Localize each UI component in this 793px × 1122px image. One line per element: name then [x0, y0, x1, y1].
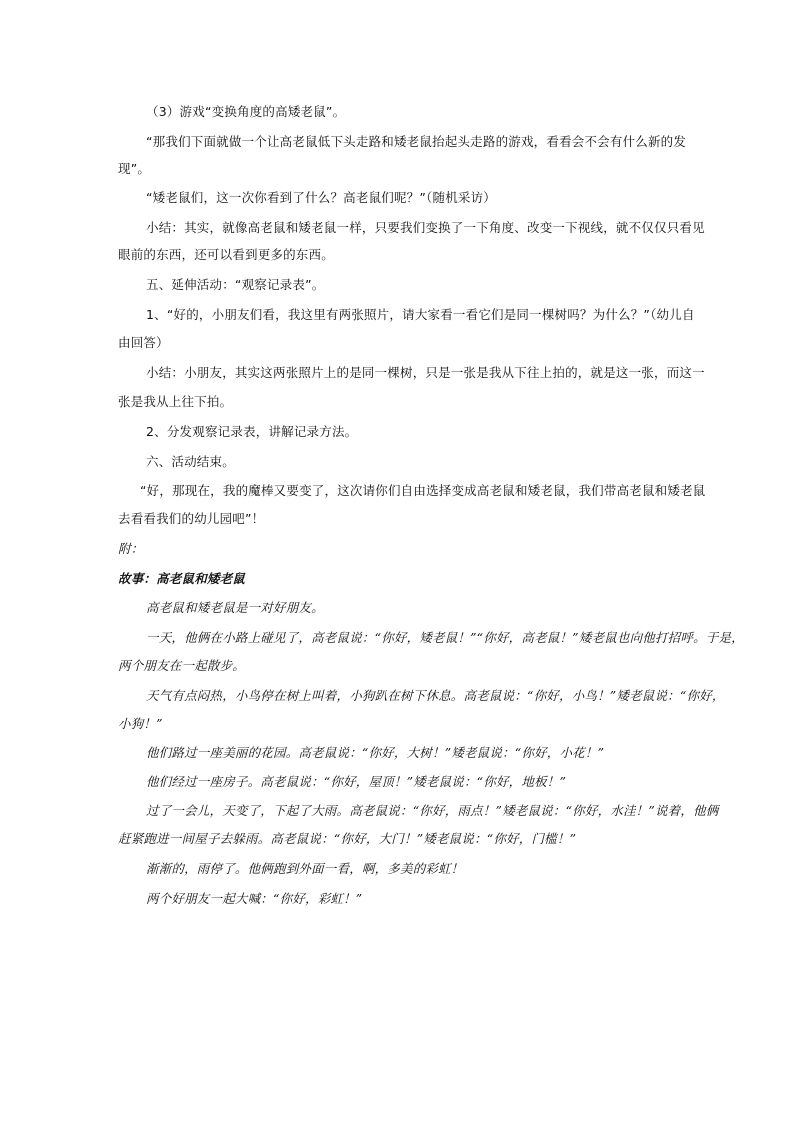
story-line: 两个朋友在一起散步。: [118, 658, 246, 673]
paragraph-line: 小结：小朋友，其实这两张照片上的是同一棵树，只是一张是我从下往上拍的，就是这一张，而这一: [146, 365, 705, 380]
story-line: 小狗！”: [118, 716, 163, 731]
paragraph-line: 去看看我们的幼儿园吧”！: [118, 511, 265, 526]
paragraph-line: 眼前的东西，还可以看到更多的东西。: [118, 247, 334, 262]
game-heading: （3）游戏“变换角度的高矮老鼠”。: [146, 104, 346, 119]
paragraph-line: 1、“好的，小朋友们看，我这里有两张照片，请大家看一看它们是同一棵树吗？为什么？”（幼儿自: [146, 307, 695, 322]
paragraph-line: 2、分发观察记录表，讲解记录方法。: [146, 424, 358, 439]
appendix-label: 附：: [118, 541, 144, 556]
story-line: 过了一会儿，天变了，下起了大雨。高老鼠说：“你好，雨点！”矮老鼠说：“你好，水洼！”说着，他俩: [146, 803, 719, 818]
paragraph-line: 小结：其实，就像高老鼠和矮老鼠一样，只要我们变换了一下角度、改变一下视线，就不仅仅只看见: [146, 220, 705, 235]
paragraph-line: 现”。: [118, 161, 151, 176]
story-title: 故事：高老鼠和矮老鼠: [118, 571, 246, 586]
story-line: 天气有点闷热，小鸟停在树上叫着，小狗趴在树下休息。高老鼠说：“你好，小鸟！”矮老鼠说：“你好，: [146, 688, 725, 703]
story-line: 一天，他俩在小路上碰见了，高老鼠说：“你好，矮老鼠！”“你好，高老鼠！”矮老鼠也向他打招呼。于是，: [146, 630, 744, 645]
story-line: 他们路过一座美丽的花园。高老鼠说：“你好，大树！”矮老鼠说：“你好，小花！”: [146, 745, 605, 760]
story-line: 高老鼠和矮老鼠是一对好朋友。: [146, 600, 324, 615]
paragraph-line: “矮老鼠们，这一次你看到了什么？高老鼠们呢？”（随机采访）: [146, 190, 497, 205]
story-line: 渐渐的，雨停了。他俩跑到外面一看，啊，多美的彩虹！: [146, 861, 464, 876]
paragraph-line: 张是我从上往下拍。: [118, 394, 233, 409]
paragraph-line: “那我们下面就做一个让高老鼠低下头走路和矮老鼠抬起头走路的游戏，看看会不会有什么新的发: [146, 134, 687, 149]
section-heading: 六、活动结束。: [146, 454, 235, 469]
story-line: 他们经过一座房子。高老鼠说：“你好，屋顶！”矮老鼠说：“你好，地板！”: [146, 774, 567, 789]
story-line: 两个好朋友一起大喊：“你好，彩虹！”: [146, 891, 363, 906]
paragraph-line: 由回答）: [118, 335, 169, 350]
section-heading: 五、延伸活动：“观察记录表”。: [146, 277, 325, 292]
paragraph-line: “好，那现在，我的魔棒又要变了，这次请你们自由选择变成高老鼠和矮老鼠，我们带高老鼠和矮老鼠: [140, 483, 706, 498]
story-line: 赶紧跑进一间屋子去躲雨。高老鼠说：“你好，大门！”矮老鼠说：“你好，门槛！”: [118, 831, 577, 846]
